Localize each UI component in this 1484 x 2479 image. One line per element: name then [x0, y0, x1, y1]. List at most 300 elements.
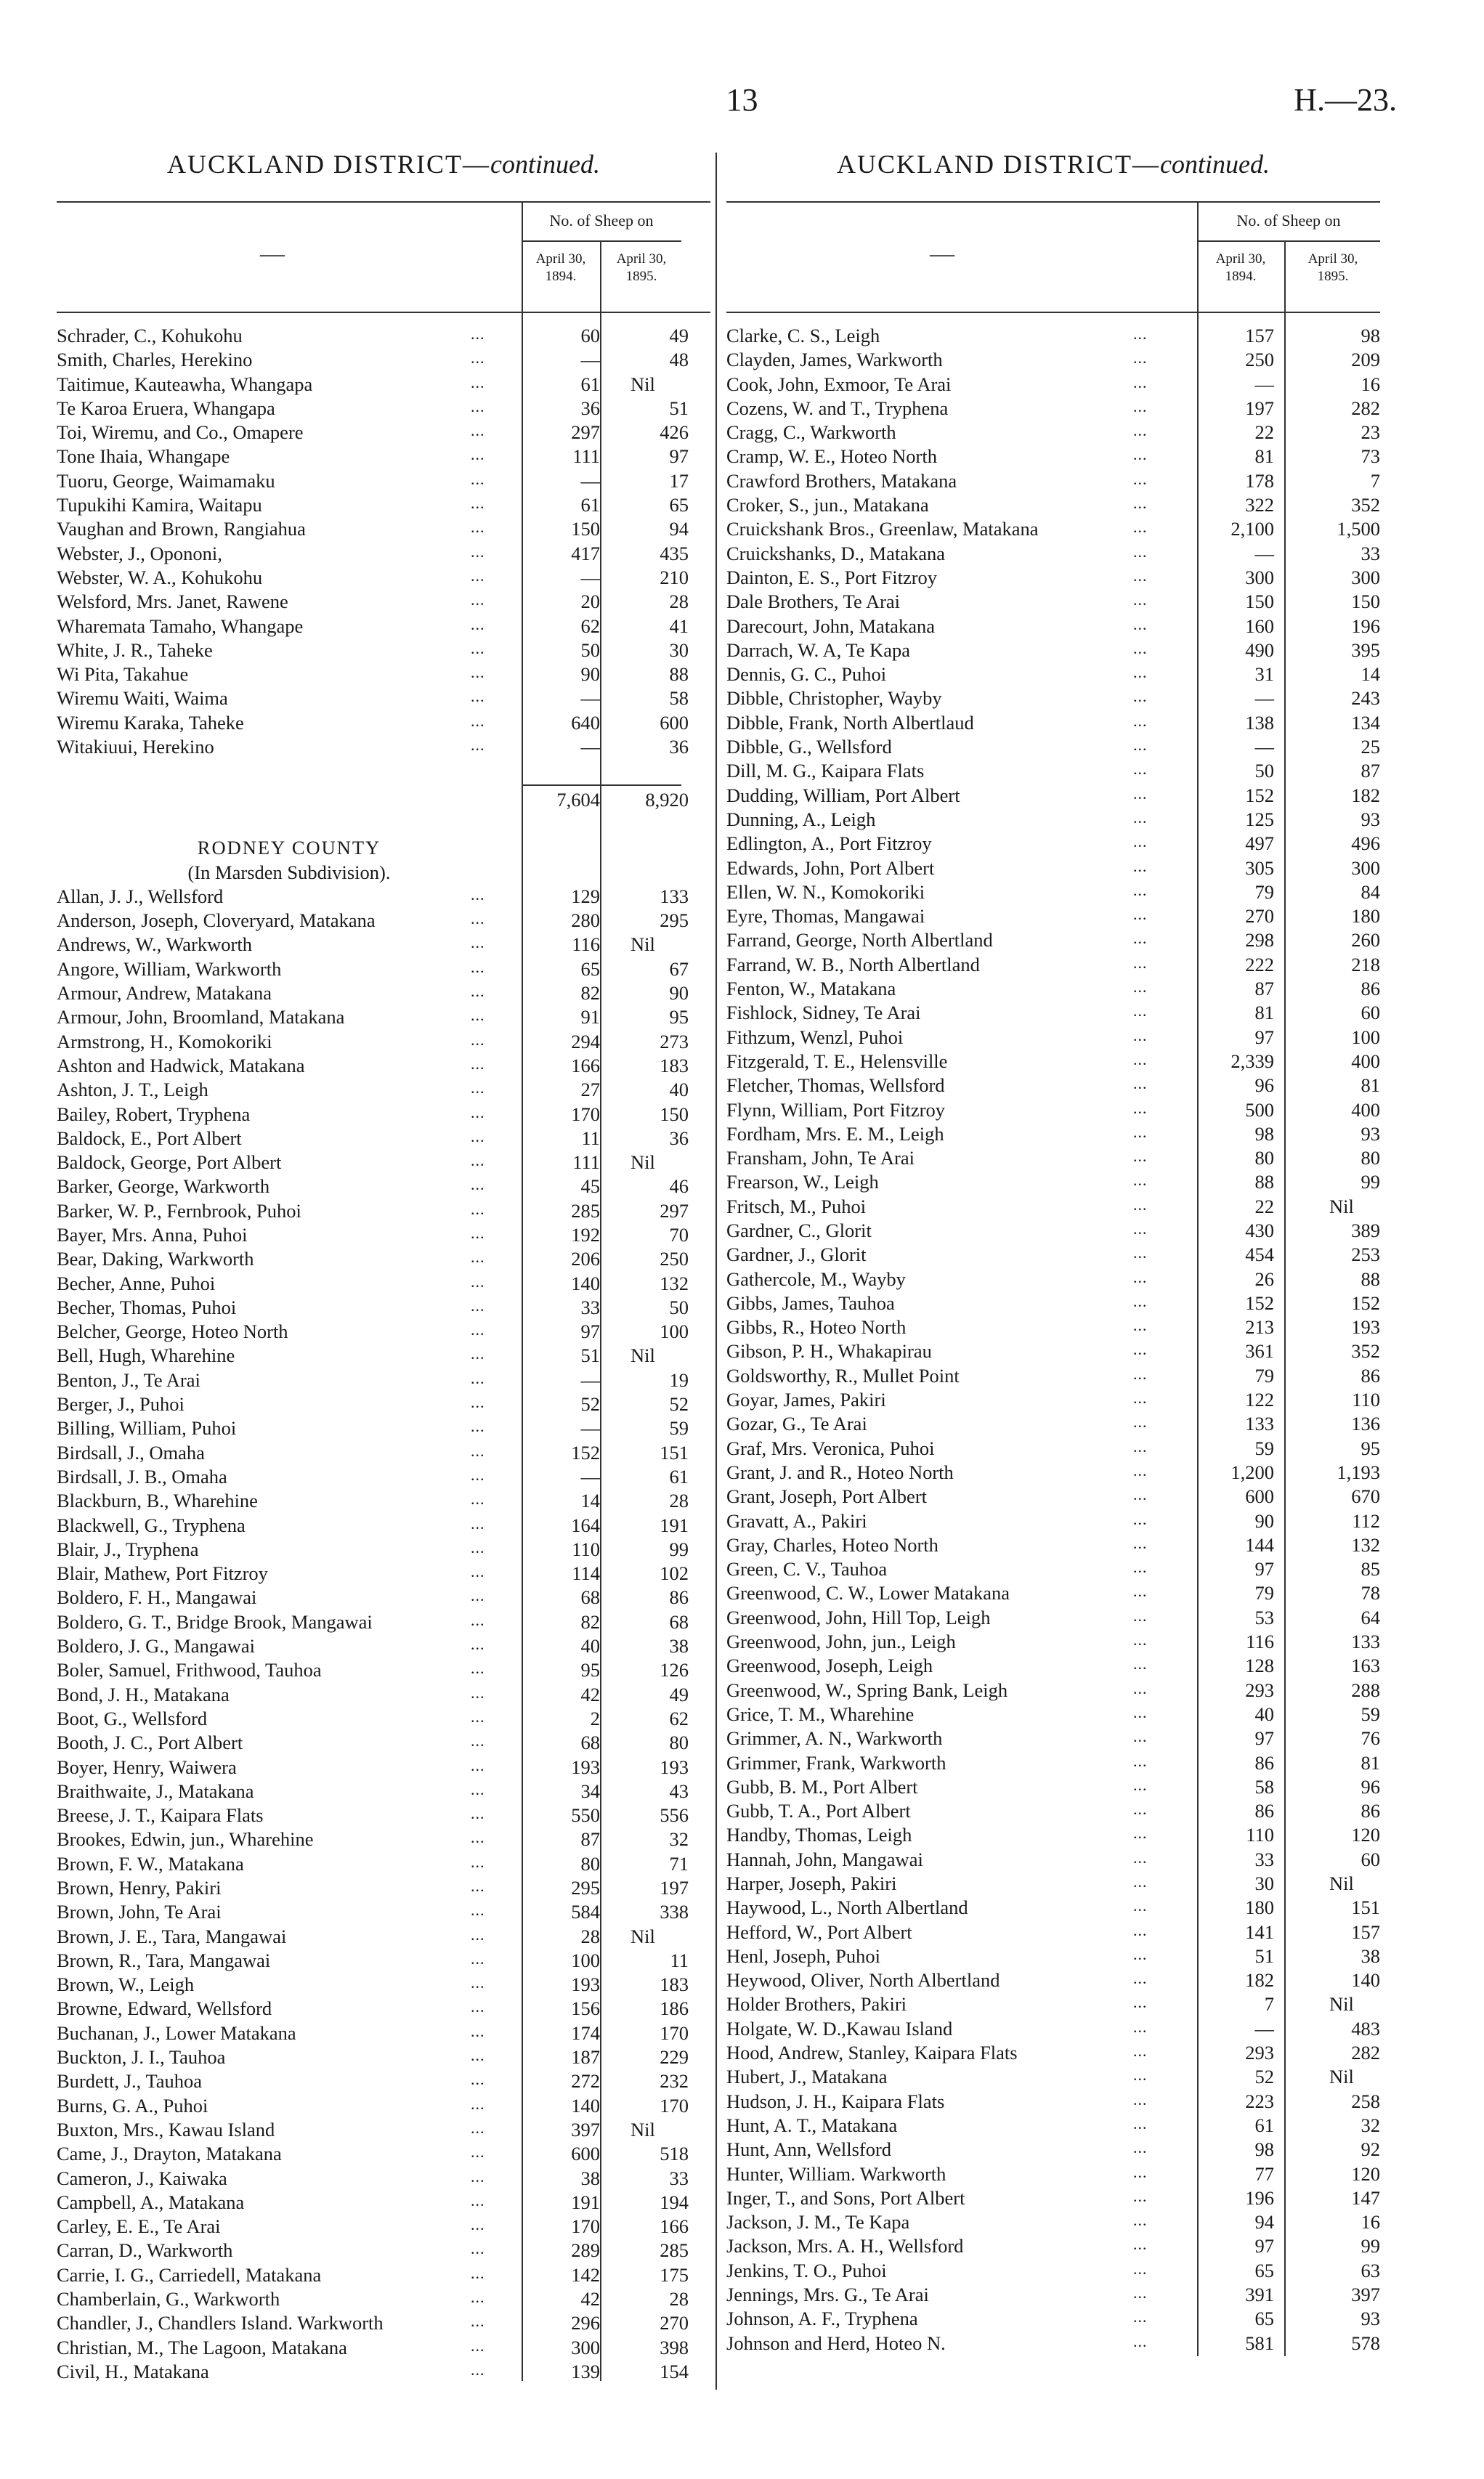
col-1895-line2: 1895.	[1317, 269, 1349, 284]
holder-name: White, J. R., Taheke	[57, 638, 213, 661]
sheep-1895: 166	[660, 2215, 689, 2238]
holder-name: Eyre, Thomas, Mangawai	[726, 905, 925, 928]
holder-name: Cramp, W. E., Hoteo North	[726, 445, 937, 468]
dot-leader: ...	[471, 1441, 485, 1460]
sheep-1894: 22	[1254, 1195, 1274, 1217]
table-row	[726, 807, 1380, 831]
sheep-1895: 194	[660, 2191, 689, 2213]
holder-name: Wharemata Tamaho, Whangape	[57, 614, 304, 637]
dot-leader: ...	[471, 1949, 485, 1968]
sheep-1895: 49	[669, 1683, 689, 1705]
sheep-1895: 48	[669, 349, 689, 371]
dot-leader: ...	[471, 687, 485, 706]
holder-name: Brown, Henry, Pakiri	[57, 1877, 222, 1899]
holder-name: Heywood, Oliver, North Albertland	[726, 1969, 1000, 1992]
table-row	[726, 783, 1380, 807]
dot-leader: ...	[1133, 1920, 1148, 1939]
sheep-1894: 79	[1254, 1582, 1274, 1604]
sheep-1895: 288	[1351, 1679, 1380, 1701]
dot-leader: ...	[471, 373, 485, 391]
sheep-1894: 31	[1254, 663, 1274, 686]
dot-leader: ...	[471, 1127, 485, 1145]
table-row	[57, 1513, 710, 1537]
sheep-1895: 76	[1361, 1727, 1380, 1750]
dot-leader: ...	[1133, 1413, 1148, 1432]
dot-leader: ...	[471, 2191, 485, 2210]
sheep-1895: 147	[1351, 2186, 1380, 2209]
dot-leader: ...	[1133, 2042, 1148, 2061]
sheep-1895: 389	[1351, 1219, 1380, 1241]
holder-name: Dibble, G., Wellsford	[726, 736, 892, 758]
holder-name: Frearson, W., Leigh	[726, 1171, 879, 1193]
sheep-1895: 60	[1361, 1848, 1380, 1870]
dot-leader: ...	[1133, 2284, 1148, 2302]
table-row	[726, 2162, 1380, 2186]
holder-name: Hubert, J., Matakana	[726, 2066, 888, 2088]
col-1894-header	[522, 251, 600, 285]
holder-name: Fransham, John, Te Arai	[726, 1147, 915, 1169]
sheep-1894: 98	[1254, 1122, 1274, 1145]
sheep-1895: 338	[660, 1901, 689, 1923]
dot-leader: ...	[471, 2070, 485, 2089]
table-row	[57, 1198, 710, 1222]
dot-leader: ...	[471, 1659, 485, 1678]
holder-name: Cruickshank Bros., Greenlaw, Matakana	[726, 518, 1039, 540]
holder-name: Edwards, John, Port Albert	[726, 856, 935, 879]
sheep-1894: 361	[1245, 1340, 1274, 1363]
page-number: 13	[726, 82, 758, 118]
holder-name: Holgate, W. D.,Kawau Island	[726, 2017, 953, 2040]
sheep-1894: 110	[572, 1538, 600, 1560]
dot-leader: ...	[1133, 638, 1148, 657]
sheep-1895: 400	[1351, 1050, 1380, 1072]
holder-name: Fenton, W., Matakana	[726, 978, 896, 1000]
holder-name: Edlington, A., Port Fitzroy	[726, 832, 932, 855]
sheep-1895: 25	[1361, 736, 1380, 758]
dot-leader: ...	[471, 1707, 485, 1726]
holder-name: Armour, John, Broomland, Matakana	[57, 1006, 345, 1028]
sheep-1894: 110	[1246, 1824, 1274, 1846]
dot-leader: ...	[1133, 445, 1148, 464]
holder-name: Grimmer, Frank, Warkworth	[726, 1751, 946, 1774]
sheep-1895: 197	[660, 1877, 689, 1899]
holder-name: Ellen, W. N., Komokoriki	[726, 880, 925, 903]
dot-leader: ...	[471, 1610, 485, 1629]
sheep-1895: 273	[660, 1030, 689, 1052]
sheep-1895: 99	[1361, 2235, 1380, 2257]
sheep-1894: 294	[571, 1030, 600, 1052]
sheep-1894: 86	[1254, 1751, 1274, 1774]
sheep-1894: 59	[1254, 1437, 1274, 1459]
sheep-1895: 151	[660, 1441, 689, 1464]
district-title-main: AUCKLAND DISTRICT—	[167, 150, 491, 179]
sheep-1895: 126	[660, 1659, 689, 1681]
table-row	[57, 1561, 710, 1585]
sheep-1894: 150	[1245, 591, 1274, 613]
sheep-1894: 250	[1245, 349, 1274, 371]
sheep-1895: 59	[1361, 1703, 1380, 1725]
sheep-1894: 417	[571, 542, 600, 564]
holder-name: Wiremu Waiti, Waima	[57, 687, 228, 710]
dot-leader: ...	[471, 349, 485, 368]
table-row	[726, 516, 1380, 540]
column-divider	[715, 153, 717, 2390]
table-row	[57, 957, 710, 981]
table-row	[57, 1875, 710, 1899]
table-row	[726, 614, 1380, 638]
table-row	[57, 2238, 710, 2262]
table-row	[726, 1920, 1380, 1944]
holder-name: Braithwaite, J., Matakana	[57, 1780, 254, 1802]
table-row	[726, 323, 1380, 347]
holder-name: Cook, John, Exmoor, Te Arai	[726, 373, 952, 395]
sheep-1894: 65	[1254, 2308, 1274, 2330]
sheep-count-group-header: No. of Sheep on	[522, 211, 681, 242]
holder-name: Bailey, Robert, Tryphena	[57, 1103, 251, 1125]
dot-leader: ...	[1133, 663, 1148, 682]
dot-leader: ...	[471, 1683, 485, 1702]
sheep-1895: 16	[1361, 2211, 1380, 2233]
dot-leader: ...	[471, 421, 485, 440]
dot-leader: ...	[471, 2312, 485, 2331]
table-row	[57, 2069, 710, 2093]
dot-leader: ...	[1133, 2235, 1148, 2254]
holder-name: Jackson, Mrs. A. H., Wellsford	[726, 2235, 964, 2257]
sheep-1894: 77	[1254, 2162, 1274, 2185]
holder-name: Jackson, J. M., Te Kapa	[726, 2211, 910, 2233]
table-row	[57, 323, 710, 347]
table-row	[57, 1706, 710, 1730]
holder-name: Greenwood, John, Hill Top, Leigh	[726, 1606, 991, 1628]
table-row	[57, 1682, 710, 1706]
holder-name: Gray, Charles, Hoteo North	[726, 1533, 938, 1556]
holder-name: Blackwell, G., Tryphena	[57, 1514, 246, 1536]
holder-name: Billing, William, Puhoi	[57, 1417, 237, 1440]
dot-leader: ...	[471, 1417, 485, 1436]
dot-leader: ...	[471, 1175, 485, 1194]
holder-name: Fithzum, Wenzl, Puhoi	[726, 1026, 904, 1048]
sheep-1894: 34	[580, 1780, 600, 1802]
holder-name: Boldero, G. T., Bridge Brook, Mangawai	[57, 1610, 373, 1633]
dot-leader: ...	[471, 933, 485, 952]
sheep-1895: 100	[660, 1320, 689, 1343]
holder-name: Civil, H., Matakana	[57, 2360, 209, 2382]
dot-leader: ...	[1133, 1896, 1148, 1915]
sheep-1894: 170	[571, 2215, 600, 2238]
table-row	[57, 1222, 710, 1246]
sheep-1895: Nil	[631, 1925, 655, 1947]
dot-leader: ...	[1133, 832, 1148, 851]
sheep-1894: —	[580, 469, 600, 492]
holder-name: Angore, William, Warkworth	[57, 957, 282, 980]
dot-leader: ...	[471, 325, 485, 343]
sheep-1895: 191	[660, 1514, 689, 1536]
sheep-1895: 133	[660, 885, 689, 907]
total-row	[57, 787, 710, 811]
sheep-1895: 300	[1351, 566, 1380, 588]
sheep-1895: 352	[1351, 494, 1380, 516]
sheep-1894: —	[580, 1417, 600, 1440]
dot-leader: ...	[471, 1248, 485, 1267]
table-row	[57, 1730, 710, 1754]
table-row	[57, 614, 710, 638]
sheep-1895: 19	[669, 1368, 689, 1391]
dot-leader: ...	[471, 494, 485, 513]
dot-leader: ...	[1133, 614, 1148, 633]
table-row	[57, 1827, 710, 1851]
holder-name: Hefford, W., Port Albert	[726, 1920, 912, 1943]
sheep-1895: 282	[1351, 397, 1380, 419]
holder-name: Burdett, J., Tauhoa	[57, 2070, 203, 2093]
holder-name: Birdsall, J., Omaha	[57, 1441, 205, 1464]
dot-leader: ...	[1133, 1558, 1148, 1577]
dot-leader: ...	[1133, 1219, 1148, 1238]
sheep-1894: 300	[1245, 566, 1274, 588]
table-row	[726, 2064, 1380, 2088]
dot-leader: ...	[1133, 1291, 1148, 1310]
sheep-1894: 296	[571, 2312, 600, 2334]
sheep-1894: 7,604	[556, 788, 600, 811]
sheep-1895: Nil	[1329, 2066, 1354, 2088]
sheep-1894: 61	[580, 373, 600, 395]
holder-name: Carley, E. E., Te Arai	[57, 2215, 221, 2238]
sheep-1895: 40	[669, 1079, 689, 1101]
holder-name: Gibbs, R., Hoteo North	[726, 1316, 907, 1339]
table-row	[57, 492, 710, 516]
sheep-1894: 285	[571, 1199, 600, 1222]
sheep-1894: 297	[571, 421, 600, 444]
dot-leader: ...	[1133, 2162, 1148, 2181]
holder-name: Green, C. V., Tauhoa	[726, 1558, 888, 1581]
sheep-1895: 496	[1351, 832, 1380, 855]
sheep-1895: 134	[1351, 711, 1380, 734]
table-row	[57, 2310, 710, 2334]
sheep-1894: 600	[1245, 1485, 1274, 1508]
sheep-1894: 270	[1245, 905, 1274, 928]
sheep-1894: 68	[580, 1586, 600, 1609]
sheep-1895: 183	[660, 1973, 689, 1996]
dot-leader: ...	[471, 591, 485, 609]
sheep-1895: 86	[1361, 1800, 1380, 1822]
table-row	[726, 1653, 1380, 1677]
holder-name: Baldock, George, Port Albert	[57, 1151, 282, 1174]
sheep-1895: 41	[669, 614, 689, 637]
holder-name: Chamberlain, G., Warkworth	[57, 2288, 280, 2310]
table-row	[57, 2214, 710, 2238]
col-1894-line1: April 30,	[535, 251, 586, 267]
holder-name: Boot, G., Wellsford	[57, 1707, 208, 1729]
sheep-1895: 229	[660, 2046, 689, 2069]
holder-name: Cozens, W. and T., Tryphena	[726, 397, 949, 419]
sheep-1894: 584	[571, 1901, 600, 1923]
dot-leader: ...	[471, 1393, 485, 1412]
sheep-1895: 210	[660, 566, 689, 588]
sheep-1895: 518	[660, 2143, 689, 2165]
sheep-1895: Nil	[631, 1344, 655, 1367]
sheep-1895: 285	[660, 2239, 689, 2262]
sheep-1895: 7	[1370, 469, 1380, 492]
holder-name: Gibson, P. H., Whakapirau	[726, 1340, 932, 1363]
table-row	[726, 1895, 1380, 1919]
holder-name: Darrach, W. A, Te Kapa	[726, 638, 911, 661]
holder-name: Taitimue, Kauteawha, Whangapa	[57, 373, 313, 395]
dot-leader: ...	[471, 1514, 485, 1533]
holder-name: Gibbs, James, Tauhoa	[726, 1291, 895, 1314]
sheep-1895: 88	[669, 663, 689, 686]
holder-name: Cameron, J., Kaiwaka	[57, 2167, 227, 2189]
sheep-1894: 87	[580, 1828, 600, 1851]
table-row	[57, 347, 710, 371]
sheep-1894: —	[580, 566, 600, 588]
table-row	[57, 908, 710, 932]
dot-leader: ...	[471, 1054, 485, 1073]
holder-name: Wiremu Karaka, Taheke	[57, 711, 244, 734]
holder-name: Dainton, E. S., Port Fitzroy	[726, 566, 938, 588]
holder-name: Burns, G. A., Puhoi	[57, 2094, 208, 2117]
holder-name: Bear, Daking, Warkworth	[57, 1248, 254, 1270]
sheep-1894: 82	[580, 1610, 600, 1633]
sheep-1894: 79	[1254, 880, 1274, 903]
dot-leader: ...	[1133, 1340, 1148, 1359]
sheep-1895: 110	[1352, 1389, 1380, 1411]
sheep-1894: 65	[580, 957, 600, 980]
dot-leader: ...	[471, 1562, 485, 1581]
dot-leader: ...	[471, 1635, 485, 1654]
table-row	[726, 1169, 1380, 1193]
sheep-1895: 63	[1361, 2259, 1380, 2281]
dot-leader: ...	[471, 1997, 485, 2016]
sheep-1894: 33	[1254, 1848, 1274, 1870]
table-row	[57, 1246, 710, 1270]
dot-leader: ...	[1133, 2066, 1148, 2085]
table-row	[57, 2093, 710, 2117]
dot-leader: ...	[471, 1756, 485, 1774]
sheep-count-group-header: No. of Sheep on	[1197, 211, 1380, 242]
sheep-1895: 1,193	[1337, 1461, 1380, 1483]
table-row	[726, 492, 1380, 516]
sheep-1895: 112	[1352, 1509, 1380, 1532]
holder-name: Clayden, James, Warkworth	[726, 349, 943, 371]
dot-leader: ...	[471, 542, 485, 561]
sheep-1895: 38	[669, 1635, 689, 1658]
dot-leader: ...	[1133, 1098, 1148, 1117]
holder-name: Carran, D., Warkworth	[57, 2239, 233, 2262]
holder-name: Brookes, Edwin, jun., Wharehine	[57, 1828, 314, 1851]
table-row	[57, 1271, 710, 1295]
holder-name: Wi Pita, Takahue	[57, 663, 189, 686]
sheep-1894: 97	[1254, 1026, 1274, 1048]
sheep-1894: —	[1254, 2017, 1274, 2040]
sheep-1895: 16	[1361, 373, 1380, 395]
sheep-1895: 154	[660, 2360, 689, 2382]
dot-leader: ...	[1133, 373, 1148, 391]
dot-leader: ...	[1133, 953, 1148, 972]
sheep-1895: 68	[669, 1610, 689, 1633]
sheep-1894: 129	[571, 885, 600, 907]
holder-name: Jenkins, T. O., Puhoi	[726, 2259, 887, 2281]
dot-leader: ...	[1133, 469, 1148, 488]
sheep-1894: 454	[1245, 1243, 1274, 1266]
sheep-1894: 139	[571, 2360, 600, 2382]
sheep-1894: 20	[580, 591, 600, 613]
table-row	[57, 2021, 710, 2045]
col-1895-line1: April 30,	[616, 251, 667, 267]
table-row	[57, 1658, 710, 1681]
dot-leader: ...	[471, 469, 485, 488]
table-row	[57, 1924, 710, 1948]
sheep-1895: 85	[1361, 1558, 1380, 1581]
holder-name: Flynn, William, Port Fitzroy	[726, 1098, 945, 1121]
holder-name: Berger, J., Puhoi	[57, 1393, 185, 1416]
sheep-1895: 150	[1351, 591, 1380, 613]
table-row	[57, 2141, 710, 2165]
sheep-1895: 95	[1361, 1437, 1380, 1459]
dot-leader: ...	[1133, 1703, 1148, 1721]
sheep-1895: 36	[669, 736, 689, 758]
holder-name: Anderson, Joseph, Cloveryard, Matakana	[57, 909, 376, 932]
sheep-1894: —	[1254, 542, 1274, 564]
holder-name: Hunt, Ann, Wellsford	[726, 2138, 892, 2161]
sheep-1894: 295	[571, 1877, 600, 1899]
table-row	[57, 734, 710, 758]
sheep-1894: 26	[1254, 1267, 1274, 1290]
holder-name: Dudding, William, Port Albert	[726, 784, 960, 806]
table-row	[726, 758, 1380, 782]
dot-leader: ...	[471, 1973, 485, 1992]
sheep-1894: 79	[1254, 1364, 1274, 1387]
dot-leader: ...	[1133, 1002, 1148, 1021]
sheep-1894: —	[580, 736, 600, 758]
table-row	[57, 1102, 710, 1126]
sheep-1894: 53	[1254, 1606, 1274, 1628]
sheep-1895: 17	[669, 469, 689, 492]
sheep-1894: 500	[1245, 1098, 1274, 1121]
dot-leader: ...	[471, 1901, 485, 1920]
dot-leader: ...	[1133, 1074, 1148, 1093]
table-row	[726, 1194, 1380, 1218]
holder-name: Buckton, J. I., Tauhoa	[57, 2046, 226, 2069]
table-row	[726, 396, 1380, 420]
table-row	[726, 1000, 1380, 1024]
dot-leader: ...	[1133, 1606, 1148, 1625]
district-title	[57, 149, 710, 179]
table-row	[57, 981, 710, 1005]
dot-leader: ...	[471, 1103, 485, 1121]
sheep-1894: 391	[1245, 2284, 1274, 2306]
dot-leader: ...	[1133, 1171, 1148, 1190]
table-row	[57, 1948, 710, 1972]
sheep-1895: 97	[669, 445, 689, 468]
sheep-1895: 73	[1361, 445, 1380, 468]
table-row	[726, 1726, 1380, 1750]
sheep-1895: 218	[1351, 953, 1380, 975]
dot-leader: ...	[471, 1732, 485, 1750]
sheep-1895: 80	[669, 1732, 689, 1754]
sheep-1894: 197	[1245, 397, 1274, 419]
dot-leader: ...	[1133, 760, 1148, 779]
table-row	[726, 468, 1380, 492]
sheep-1895: 84	[1361, 880, 1380, 903]
sheep-1894: 187	[571, 2046, 600, 2069]
column-rule	[1197, 310, 1199, 2356]
sheep-1894: 97	[580, 1320, 600, 1343]
dot-leader: ...	[1133, 2090, 1148, 2109]
column-rule	[600, 310, 601, 2381]
sheep-1894: 94	[1254, 2211, 1274, 2233]
table-row	[57, 516, 710, 540]
dot-leader: ...	[1133, 1848, 1148, 1867]
dot-leader: ...	[1133, 784, 1148, 803]
